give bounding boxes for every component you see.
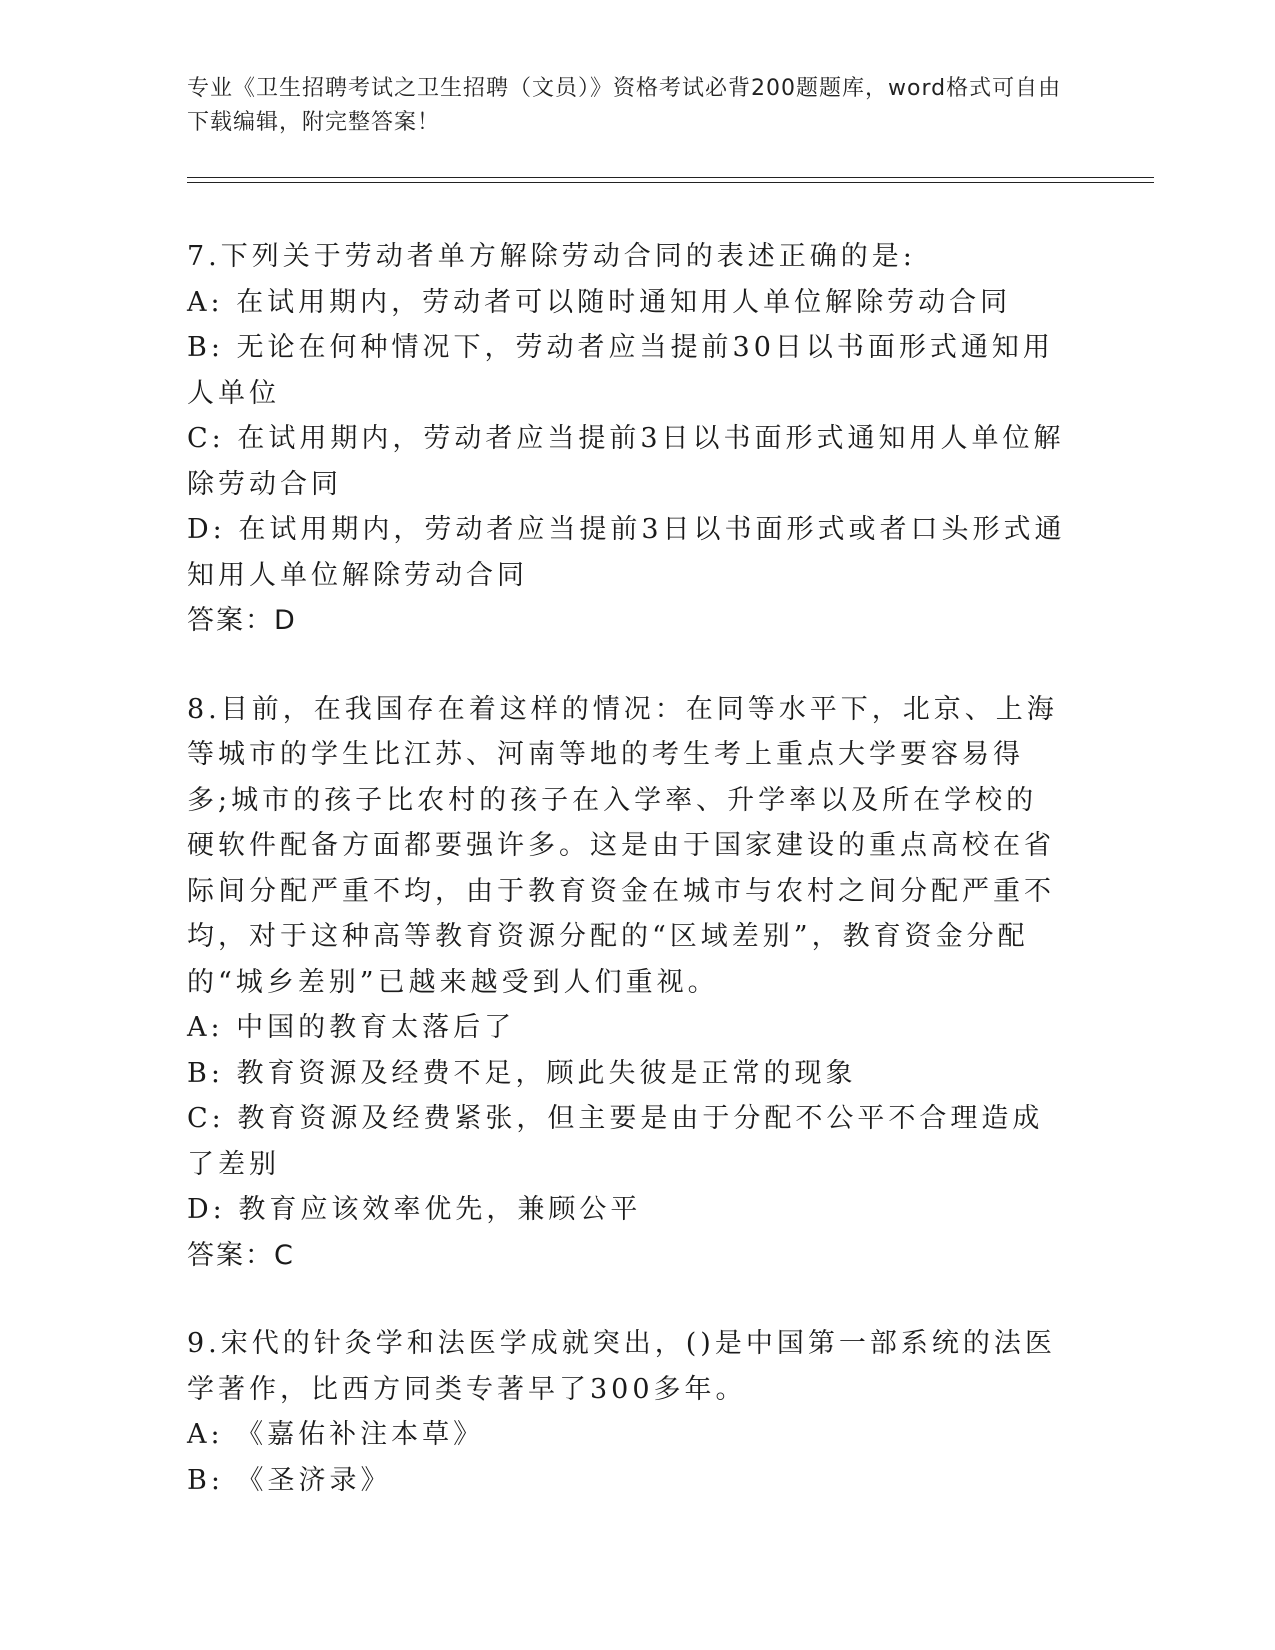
option-d: D: 教育应该效率优先，兼顾公平: [187, 1194, 642, 1225]
question-text: 7.下列关于劳动者单方解除劳动合同的表述正确的是:: [187, 241, 916, 272]
answer: 答案：D: [187, 605, 297, 636]
option-d: D: 在试用期内，劳动者应当提前3日以书面形式或者口头形式通知用人单位解除劳动合同: [187, 514, 1066, 591]
option-a: A: 在试用期内，劳动者可以随时通知用人单位解除劳动合同: [187, 286, 1012, 318]
document-header: 专业《卫生招聘考试之卫生招聘（文员）》资格考试必背200题题库，word格式可自由下载编辑，附完整答案！: [187, 76, 1062, 135]
header-divider-top: [187, 177, 1154, 178]
option-b: B: 《圣济录》: [187, 1464, 392, 1496]
option-c: C: 在试用期内，劳动者应当提前3日以书面形式通知用人单位解除劳动合同: [187, 423, 1065, 500]
question-text: 9.宋代的针灸学和法医学成就突出，()是中国第一部系统的法医学著作，比西方同类专著早了300多年。: [187, 1328, 1056, 1405]
question-9: [187, 1321, 1067, 1503]
option-a: A: 《嘉佑补注本草》: [187, 1419, 485, 1450]
question-list: [187, 234, 1067, 1503]
spacer: [187, 1278, 1067, 1321]
spacer: [187, 644, 1067, 687]
header-divider-bottom: [187, 182, 1154, 183]
question-7: [187, 234, 1067, 644]
answer: 答案：C: [187, 1239, 295, 1271]
option-b: B: 无论在何种情况下，劳动者应当提前30日以书面形式通知用人单位: [187, 332, 1054, 409]
option-c: C: 教育资源及经费紧张，但主要是由于分配不公平不合理造成了差别: [187, 1103, 1044, 1180]
option-b: B: 教育资源及经费不足，顾此失彼是正常的现象: [187, 1057, 857, 1089]
question-text: 8.目前，在我国存在着这样的情况：在同等水平下，北京、上海等城市的学生比江苏、河南等地的考生考上重点大学要容易得多;城市的孩子比农村的孩子在入学率、升学率以及所在学校的硬软件配备方面都要强许多。这是由于国家建设的重点高校在省际间分配严重不均，由于教育资金在城市与农村之间分配严重不均，对于这种高等教育资源分配的“区域差别”，教育资金分配的“城乡差别”已越来越受到人们重视。: [187, 693, 1058, 998]
question-8: [187, 687, 1067, 1279]
option-a: A: 中国的教育太落后了: [187, 1012, 516, 1043]
